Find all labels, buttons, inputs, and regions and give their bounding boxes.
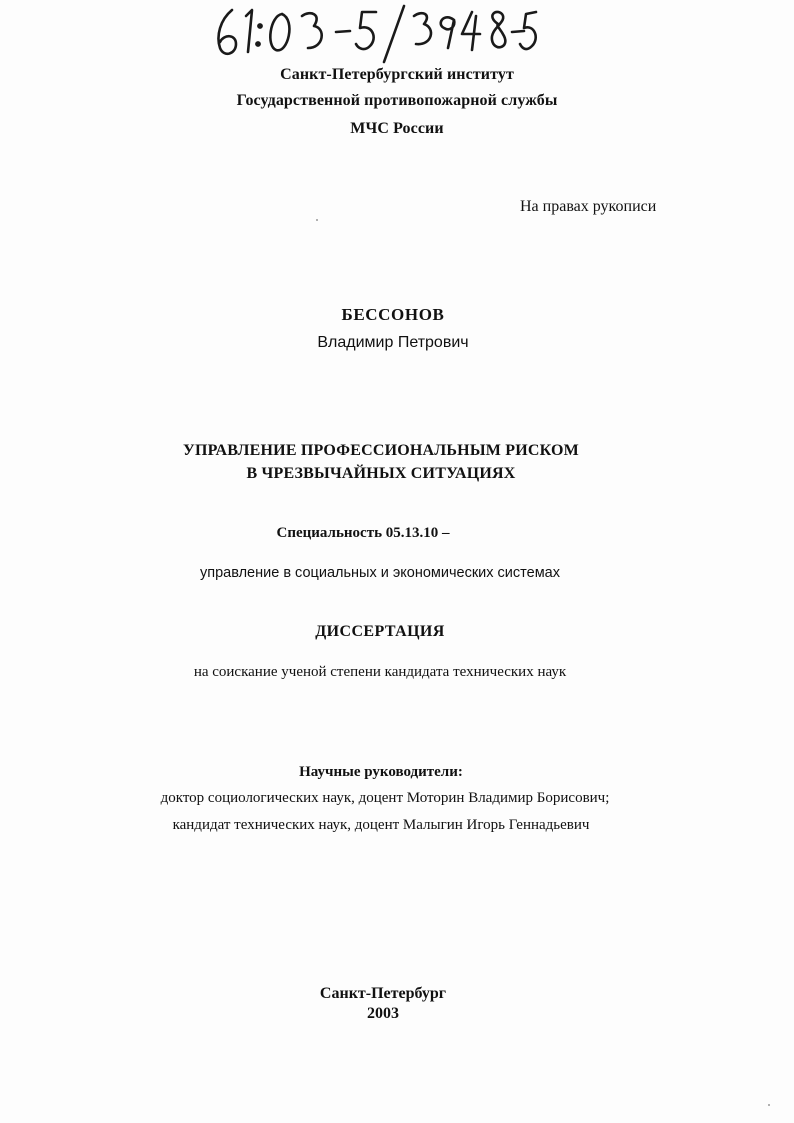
- institution-line-3: МЧС России: [350, 120, 444, 137]
- handwritten-code-drawing: [210, 2, 540, 64]
- supervisors-heading: Научные руководители:: [299, 764, 463, 780]
- place-of-publication: Санкт-Петербург: [319, 985, 447, 1002]
- institution-line-2: Государственной противопожарной службы: [236, 92, 558, 109]
- handwritten-archive-code: [210, 2, 540, 64]
- manuscript-rights-note: На правах рукописи: [520, 198, 657, 215]
- scan-speck: [316, 219, 318, 221]
- supervisor-2: кандидат технических наук, доцент Малыгин Игорь Геннадьевич: [172, 817, 590, 833]
- dissertation-title-line-1: УПРАВЛЕНИЕ ПРОФЕССИОНАЛЬНЫМ РИСКОМ: [183, 442, 579, 459]
- specialty-label: Специальность 05.13.10 –: [276, 525, 450, 541]
- author-surname: БЕССОНОВ: [341, 305, 445, 324]
- document-type: ДИССЕРТАЦИЯ: [315, 623, 445, 640]
- author-given-names: Владимир Петрович: [317, 334, 469, 351]
- scan-speck: [768, 1104, 770, 1106]
- dissertation-title-line-2: В ЧРЕЗВЫЧАЙНЫХ СИТУАЦИЯХ: [246, 465, 516, 482]
- publication-year: 2003: [367, 1005, 399, 1022]
- institution-line-1: Санкт-Петербургский институт: [280, 66, 514, 83]
- degree-sought: на соискание ученой степени кандидата технических наук: [193, 664, 567, 680]
- specialty-description: управление в социальных и экономических системах: [200, 565, 560, 581]
- supervisor-1: доктор социологических наук, доцент Моторин Владимир Борисович;: [160, 790, 610, 806]
